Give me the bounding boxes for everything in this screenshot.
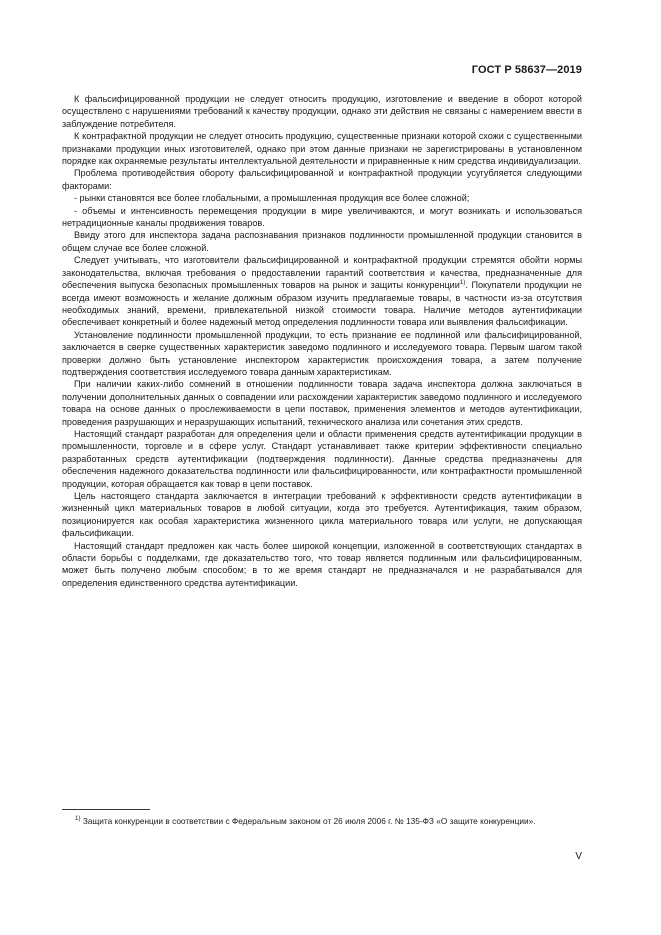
- list-item: - объемы и интенсивность перемещения продукции в мире увеличиваются, и могут возникать и использоваться нетрадиционные каналы продвижения товаров.: [62, 205, 582, 229]
- footnote-text: Защита конкуренции в соответствии с Федеральным законом от 26 июля 2006 г. № 135-ФЗ «О защите конкуренции».: [80, 816, 536, 826]
- footnote-reference[interactable]: 1): [459, 279, 466, 287]
- paragraph-text: Следует учитывать, что изготовители фальсифицированной и контрафактной продукции стремятся обойти нормы законодательства, включая требования о предоставлении гарантий соответствия и качества, предназначенные для обеспечения выпуска безопасных промышленных товаров на рынок и защиты конкуренции: [62, 255, 582, 291]
- paragraph: К контрафактной продукции не следует относить продукцию, существенные признаки которой схожи с существенными признаками продукции иных изготовителей, однако при этом данные признаки не зарегистрированы в установленном порядке как охраняемые результаты интеллектуальной деятельности и приравненные к ним средства индивидуализации.: [62, 131, 582, 167]
- paragraph: Настоящий стандарт предложен как часть более широкой концепции, изложенной в соответствующих стандартах в области борьбы с подделками, где доказательство того, что товар является подлинным или фальсифицированным, может быть получено любым способом; в то же время стандарт не предназначался и не разрабатывался для определения единственного средства аутентификации.: [62, 540, 582, 588]
- paragraph: Проблема противодействия обороту фальсифицированной и контрафактной продукции усугубляется следующими факторами:: [62, 168, 582, 191]
- page-number: V: [575, 851, 582, 862]
- document-header: [60, 64, 582, 76]
- list-item: - рынки становятся все более глобальными, а промышленная продукция все более сложной;: [74, 193, 470, 204]
- standard-code: ГОСТ Р 58637—2019: [471, 64, 582, 76]
- paragraph: Настоящий стандарт разработан для определения цели и области применения средств аутентификации продукции в промышленности, торговле и в сфере услуг. Стандарт устанавливает также критерии эффективности специально разработанных средств аутентификации (подтверждения подлинности). Данные средства предназначены для обеспечения надежного доказательства подлинности или фальсифицированности, или контрафактности промышленной продукции, которая обращается как товар в цепи поставок.: [62, 428, 582, 489]
- paragraph: [62, 254, 582, 328]
- body-text: [62, 93, 582, 589]
- paragraph: Цель настоящего стандарта заключается в интеграции требований к эффективности средств аутентификации в жизненный цикл материальных товаров в любой ситуации, когда это требуется. Аутентификация, таким образом, позиционируется как особая характеристика жизненного цикла материального товара или услуги, не допускающая фальсификации.: [62, 491, 582, 539]
- paragraph: При наличии каких-либо сомнений в отношении подлинности товара задача инспектора должна заключаться в получении дополнительных данных о совпадении или расхождении характеристик заведомо подлинного и исследуемого товара на основе данных о прослеживаемости в цепи поставок, применения элементов и методов аутентификации, проведения разрушающих и неразрушающих испытаний, технического анализа или сочетания этих средств.: [62, 379, 582, 427]
- paragraph: Установление подлинности промышленной продукции, то есть признание ее подлинной или фальсифицированной, заключается в сверке существенных характеристик заведомо подлинного и исследуемого товара. Первым шагом такой проверки должно быть установление инспектором характеристик происхождения товара, а затем получение подтверждения соответствия исследуемого товара данным характеристикам.: [62, 329, 582, 377]
- paragraph: К фальсифицированной продукции не следует относить продукцию, изготовление и введение в оборот которой осуществлено с нарушениями требований к качеству продукции, однако эти действия не связаны с намерением ввести в заблуждение потребителя.: [62, 94, 582, 129]
- paragraph: Ввиду этого для инспектора задача распознавания признаков подлинности промышленной продукции становится в общем случае все более сложной.: [62, 230, 582, 253]
- footnote-marker: 1): [75, 815, 81, 823]
- footnote: [62, 815, 582, 827]
- paragraph-text: . Покупатели продукции не всегда имеют возможность и желание должным образом изучить предлагаемые товары, в частности из-за отсутствия необходимых знаний, времени, привлекательной низкой стоимости товара. Наличие методов аутентификации обеспечивает конкретный и более надежный метод определения подлинности товара или выявления фальсификации.: [62, 280, 582, 328]
- footnote-divider: [62, 809, 150, 810]
